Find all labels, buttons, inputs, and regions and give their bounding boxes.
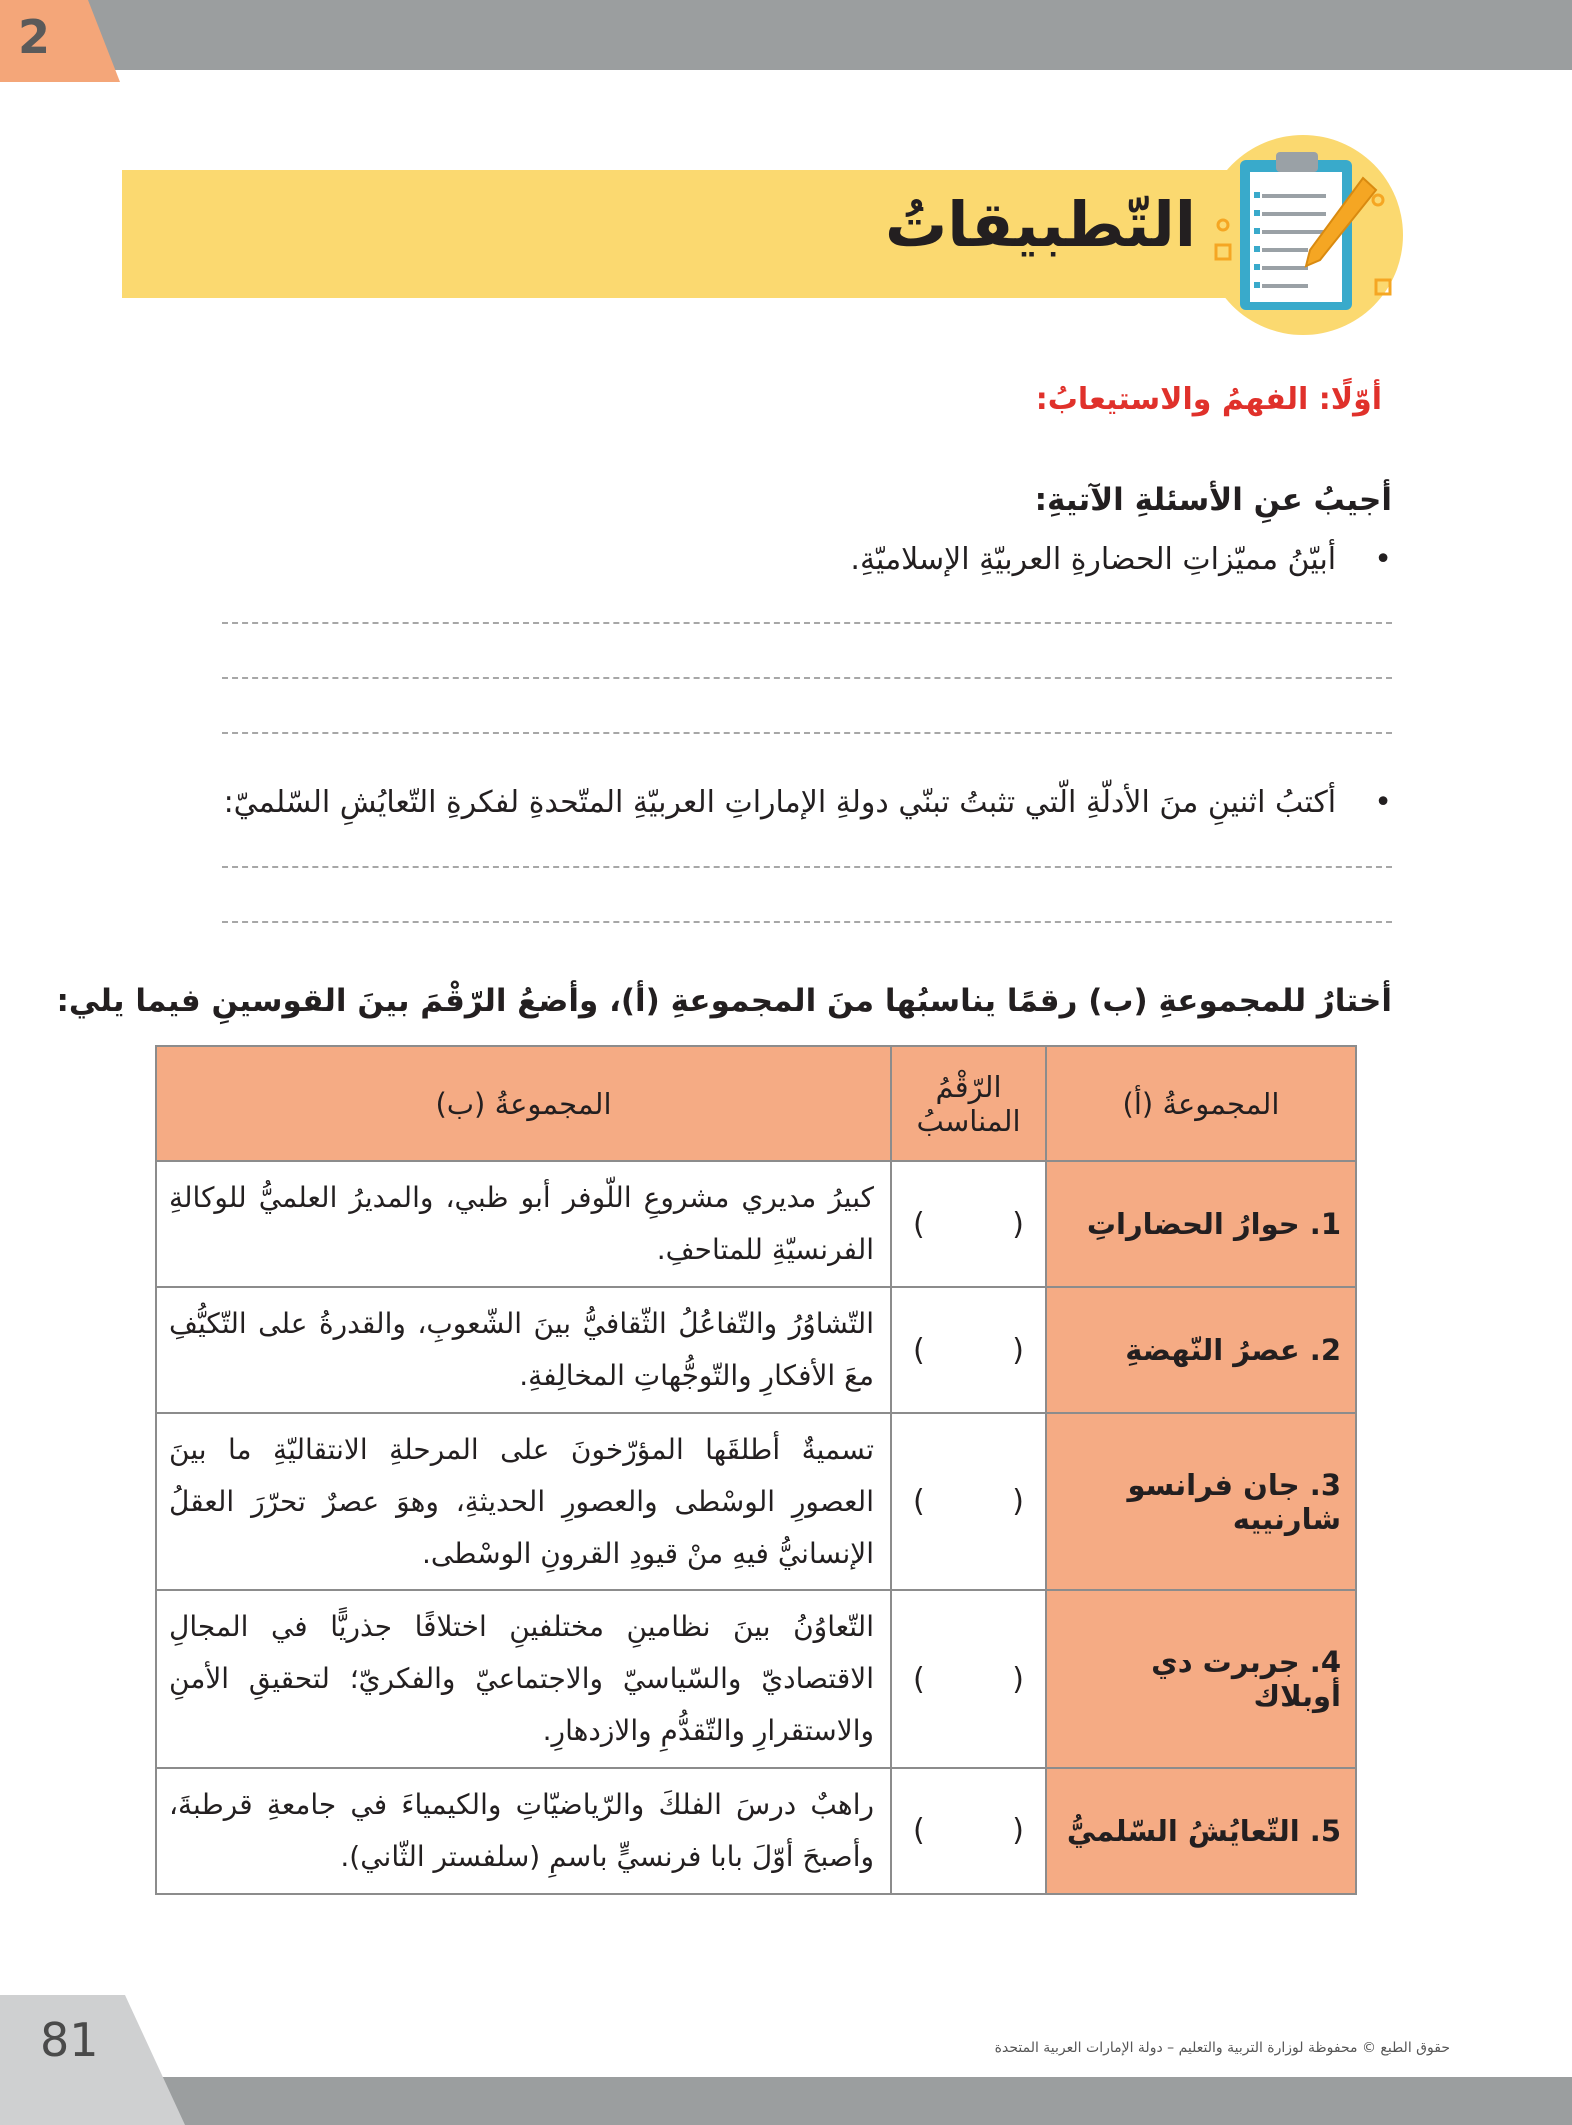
page-title: التّطبيقاتُ bbox=[884, 188, 1196, 261]
header-bar bbox=[0, 0, 1572, 70]
group-b-item: كبيرُ مديري مشروعِ اللّوفر أبو ظبي، والمديرُ العلميُّ للوكالةِ الفرنسيّةِ للمتاحفِ. bbox=[156, 1161, 891, 1287]
answer-box[interactable] bbox=[891, 1287, 1046, 1413]
table-row bbox=[156, 1768, 1356, 1894]
bullet-icon: • bbox=[1374, 785, 1392, 820]
answer-box[interactable] bbox=[891, 1161, 1046, 1287]
paren-close: ) bbox=[913, 1661, 925, 1697]
paren-open: ( bbox=[1012, 1332, 1024, 1368]
matching-instruction: أختارُ للمجموعةِ (ب) رقمًا يناسبُها منَ المجموعةِ (أ)، وأضعُ الرّقْمَ بينَ القوسينِ فيما يلي: bbox=[56, 983, 1392, 1019]
question-1 bbox=[850, 542, 1392, 577]
answer-box[interactable] bbox=[891, 1590, 1046, 1767]
group-a-item: 3. جان فرانسو شارنييه bbox=[1046, 1413, 1356, 1590]
answer-box[interactable] bbox=[891, 1413, 1046, 1590]
questions-instruction: أجيبُ عنِ الأسئلةِ الآتيةِ: bbox=[1034, 482, 1392, 518]
copyright-notice: حقوق الطبع © محفوظة لوزارة التربية والتعليم – دولة الإمارات العربية المتحدة bbox=[994, 2040, 1450, 2056]
paren-close: ) bbox=[913, 1813, 925, 1849]
header-group-b: المجموعةُ (ب) bbox=[156, 1046, 891, 1161]
group-b-item: التّعاوُنُ بينَ نظامينِ مختلفينِ اختلافًا جذريًّا في المجالِ الاقتصاديّ والسّياسيّ والاجتماعيّ والفكريّ؛ لتحقيقِ الأمنِ والاستقرارِ والتّقدُّمِ والازدهارِ. bbox=[156, 1590, 891, 1767]
answer-line[interactable] bbox=[222, 866, 1392, 868]
group-b-item: التّشاوُرُ والتّفاعُلُ الثّقافيُّ بينَ الشّعوبِ، والقدرةُ على التّكيُّفِ معَ الأفكارِ والتّوجُّهاتِ المخالِفةِ. bbox=[156, 1287, 891, 1413]
paren-open: ( bbox=[1012, 1661, 1024, 1697]
paren-close: ) bbox=[913, 1484, 925, 1520]
answer-box[interactable] bbox=[891, 1768, 1046, 1894]
question-text: أكتبُ اثنينِ منَ الأدلّةِ الّتي تثبتُ تبنّي دولةِ الإماراتِ العربيّةِ المتّحدةِ لفكرةِ التّعايُشِ السّلميّ: bbox=[223, 785, 1337, 820]
clipboard-pencil-icon bbox=[1198, 130, 1408, 340]
paren-open: ( bbox=[1012, 1813, 1024, 1849]
bullet-icon: • bbox=[1374, 542, 1392, 577]
group-a-item: 4. جربرت دي أوبلاك bbox=[1046, 1590, 1356, 1767]
matching-table bbox=[155, 1045, 1357, 1895]
page-number: 81 bbox=[40, 2013, 99, 2067]
table-row bbox=[156, 1413, 1356, 1590]
unit-number: 2 bbox=[18, 10, 51, 64]
table-row bbox=[156, 1590, 1356, 1767]
footer-bar bbox=[0, 2077, 1572, 2125]
group-a-item: 5. التّعايُشُ السّلميُّ bbox=[1046, 1768, 1356, 1894]
question-2 bbox=[224, 785, 1392, 820]
table-row bbox=[156, 1287, 1356, 1413]
header-number: الرّقْمُ المناسبُ bbox=[891, 1046, 1046, 1161]
group-b-item: تسميةٌ أطلقَها المؤرّخونَ على المرحلةِ الانتقاليّةِ ما بينَ العصورِ الوسْطى والعصورِ الحديثةِ، وهوَ عصرٌ تحرّرَ العقلُ الإنسانيُّ فيهِ منْ قيودِ القرونِ الوسْطى. bbox=[156, 1413, 891, 1590]
table-header-row bbox=[156, 1046, 1356, 1161]
group-a-item: 1. حوارُ الحضاراتِ bbox=[1046, 1161, 1356, 1287]
paren-open: ( bbox=[1012, 1484, 1024, 1520]
paren-open: ( bbox=[1012, 1206, 1024, 1242]
section-heading: أوّلًا: الفهمُ والاستيعابُ: bbox=[1035, 382, 1382, 417]
group-b-item: راهبٌ درسَ الفلكَ والرّياضيّاتِ والكيمياءَ في جامعةِ قرطبةَ، وأصبحَ أوّلَ بابا فرنسيٍّ باسمِ (سلفستر الثّاني). bbox=[156, 1768, 891, 1894]
answer-line[interactable] bbox=[222, 921, 1392, 923]
answer-line[interactable] bbox=[222, 677, 1392, 679]
answer-line[interactable] bbox=[222, 732, 1392, 734]
question-text: أبيّنُ مميّزاتِ الحضارةِ العربيّةِ الإسلاميّةِ. bbox=[850, 542, 1337, 577]
paren-close: ) bbox=[913, 1206, 925, 1242]
table-row bbox=[156, 1161, 1356, 1287]
group-a-item: 2. عصرُ النّهضةِ bbox=[1046, 1287, 1356, 1413]
paren-close: ) bbox=[913, 1332, 925, 1368]
answer-line[interactable] bbox=[222, 622, 1392, 624]
header-group-a: المجموعةُ (أ) bbox=[1046, 1046, 1356, 1161]
